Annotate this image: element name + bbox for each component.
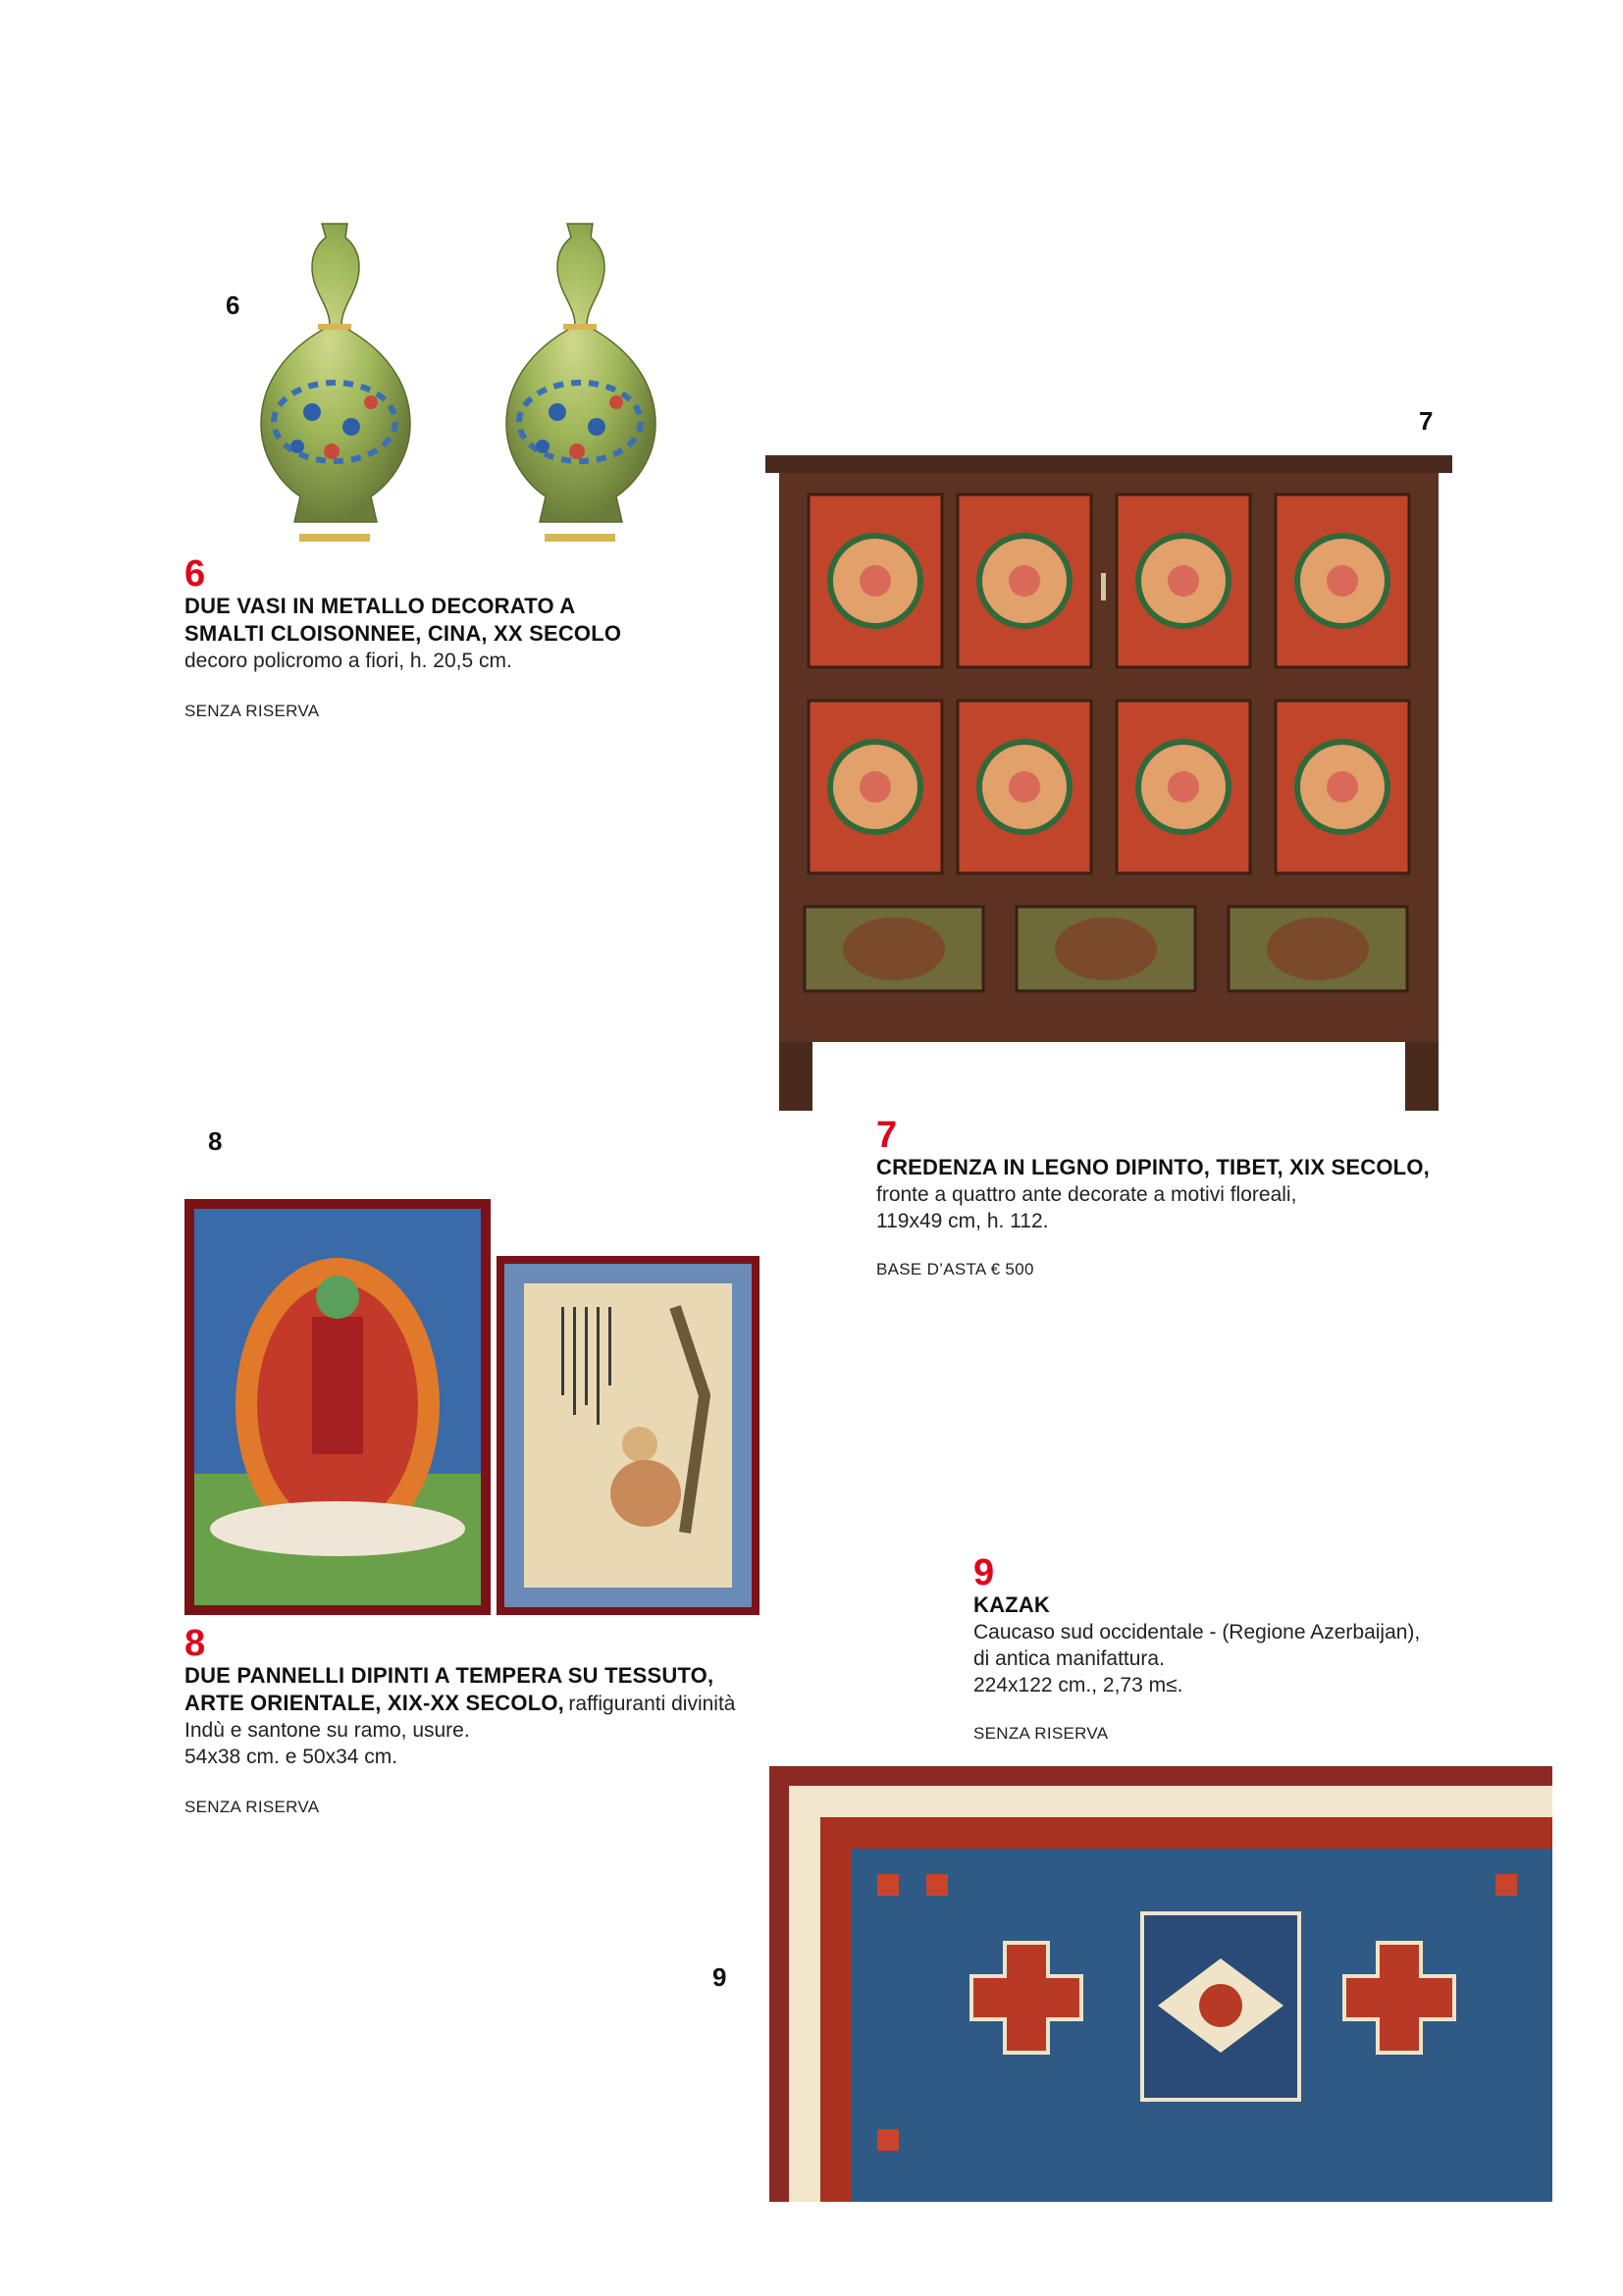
lot-9-description-line-3: 224x122 cm., 2,73 m≤. xyxy=(973,1674,1183,1696)
photo-label-lot-8: 8 xyxy=(208,1126,223,1156)
lot-9-price: SENZA RISERVA xyxy=(973,1724,1109,1743)
lot-7-title: CREDENZA IN LEGNO DIPINTO, TIBET, XIX SECOLO, xyxy=(876,1155,1430,1179)
lot-6-title-line-2: SMALTI CLOISONNEE, CINA, XX SECOLO xyxy=(184,621,622,646)
lot-8-description-line-3: 54x38 cm. e 50x34 cm. xyxy=(184,1746,398,1768)
lot-6-image-vases xyxy=(253,216,734,569)
lot-7-description-line-1: fronte a quattro ante decorate a motivi floreali, xyxy=(876,1183,1297,1206)
lot-7-image-cabinet xyxy=(765,455,1452,1111)
lot-8-description-line-2: Indù e santone su ramo, usure. xyxy=(184,1719,470,1742)
lot-6-description: decoro policromo a fiori, h. 20,5 cm. xyxy=(184,650,512,672)
lot-9-image-rug xyxy=(769,1766,1552,2202)
lot-8-caption xyxy=(184,1625,793,1817)
lot-8-title-line-2: ARTE ORIENTALE, XIX-XX SECOLO, xyxy=(184,1691,564,1715)
lot-9-number: 9 xyxy=(973,1552,995,1593)
lot-7-caption xyxy=(876,1117,1504,1279)
lot-6-caption xyxy=(184,555,734,721)
lot-9-caption xyxy=(973,1554,1562,1744)
lot-6-price: SENZA RISERVA xyxy=(184,702,320,720)
lot-7-number: 7 xyxy=(876,1115,898,1156)
lot-6-title-line-1: DUE VASI IN METALLO DECORATO A xyxy=(184,594,576,618)
lot-8-price: SENZA RISERVA xyxy=(184,1798,320,1816)
lot-9-description-line-2: di antica manifattura. xyxy=(973,1647,1165,1670)
lot-7-price: BASE D’ASTA € 500 xyxy=(876,1260,1034,1278)
lot-8-image-panels xyxy=(184,1199,759,1615)
lot-8-description-inline: raffiguranti divinità xyxy=(568,1693,736,1715)
lot-9-description-line-1: Caucaso sud occidentale - (Regione Azerbaijan), xyxy=(973,1621,1421,1644)
photo-label-lot-9: 9 xyxy=(712,1962,727,1992)
photo-label-lot-6: 6 xyxy=(226,290,240,320)
photo-label-lot-7: 7 xyxy=(1419,406,1434,436)
lot-9-title: KAZAK xyxy=(973,1592,1050,1617)
lot-7-description-line-2: 119x49 cm, h. 112. xyxy=(876,1210,1049,1232)
lot-8-title-line-1: DUE PANNELLI DIPINTI A TEMPERA SU TESSUTO, xyxy=(184,1663,714,1688)
lot-6-number: 6 xyxy=(184,553,206,595)
lot-8-number: 8 xyxy=(184,1623,206,1664)
